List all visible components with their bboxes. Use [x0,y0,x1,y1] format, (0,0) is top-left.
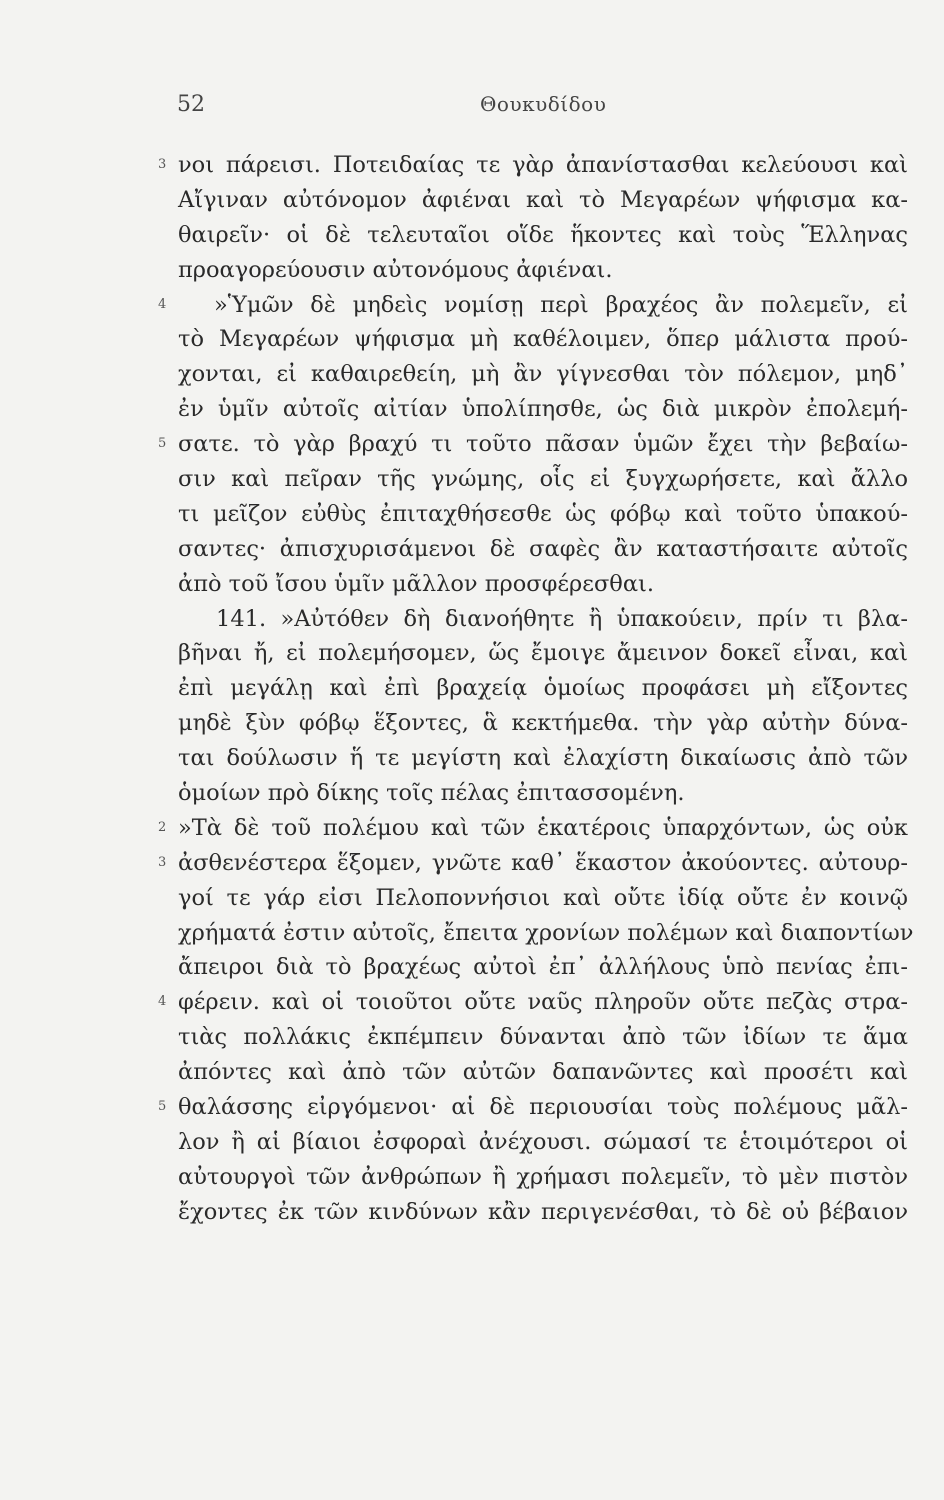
text-line [178,218,908,253]
line-text: αὐτουργοὶ τῶν ἀνθρώπων ἢ χρήμασι πολεμεῖν, τὸ μὲν πιστὸν [178,1163,908,1190]
text-line [178,322,908,357]
text-line [178,881,908,916]
line-text: χρήματά ἐστιν αὐτοῖς, ἔπειτα χρονίων πολέμων καὶ διαποντίων [178,919,914,946]
line-text: σιν καὶ πεῖραν τῆς γνώμης, οἷς εἰ ξυγχωρήσετε, καὶ ἄλλο [178,466,908,493]
text-line [178,357,908,392]
text-line [178,1160,908,1195]
text-line [158,811,908,846]
line-text: ἀπὸ τοῦ ἴσου ὑμῖν μᾶλλον προσφέρεσθαι. [178,570,655,597]
line-text: ἐπὶ μεγάλῃ καὶ ἐπὶ βραχείᾳ ὁμοίως προφάσει μὴ εἴξοντες [178,675,908,702]
text-line [178,706,908,741]
line-text: νοι πάρεισι. Ποτειδαίας τε γὰρ ἀπανίστασθαι κελεύουσι καὶ [178,152,908,178]
text-line [158,1090,908,1125]
text-line [158,148,908,183]
text-line [178,950,908,985]
main-text [158,148,914,1230]
text-line [158,288,908,323]
line-text: »Ὑμῶν δὲ μηδεὶς νομίσῃ περὶ βραχέος ἂν πολεμεῖν, εἰ [214,291,908,318]
line-text: ἄπειροι διὰ τὸ βραχέως αὐτοὶ ἐπ᾽ ἀλλήλους ὑπὸ πενίας ἐπι- [178,954,908,981]
line-text: γοί τε γάρ εἰσι Πελοποννήσιοι καὶ οὔτε ἰδίᾳ οὔτε ἐν κοινῷ [178,884,908,911]
line-text: ἐν ὑμῖν αὐτοῖς αἰτίαν ὑπολίπησθε, ὡς διὰ μικρὸν ἐπολεμή- [178,396,908,423]
line-text: μηδὲ ξὺν φόβῳ ἕξοντες, ἃ κεκτήμεθα. τὴν γὰρ αὐτὴν δύνα- [178,710,908,737]
page-header [0,92,944,132]
line-text: τὸ Μεγαρέων ψήφισμα μὴ καθέλοιμεν, ὅπερ μάλιστα πρού- [178,326,908,353]
line-text: βῆναι ἤ, εἰ πολεμήσομεν, ὥς ἔμοιγε ἄμεινον δοκεῖ εἶναι, καὶ [178,640,908,667]
line-text: σαντες· ἀπισχυρισάμενοι δὲ σαφὲς ἂν καταστήσαιτε αὐτοῖς [178,535,908,562]
text-line [178,1125,908,1160]
section-number: 3 [158,157,167,172]
text-line [178,1055,908,1090]
section-number: 3 [158,854,167,870]
line-text: θαιρεῖν· οἱ δὲ τελευταῖοι οἵδε ἥκοντες καὶ τοὺς Ἕλληνας [178,221,908,248]
text-line [158,427,908,462]
text-line [178,741,908,776]
text-line [178,776,908,811]
line-text: σατε. τὸ γὰρ βραχύ τι τοῦτο πᾶσαν ὑμῶν ἔχει τὴν βεβαίω- [178,431,908,458]
line-text: ἀπόντες καὶ ἀπὸ τῶν αὐτῶν δαπανῶντες καὶ προσέτι καὶ [178,1059,908,1086]
line-text: »Τὰ δὲ τοῦ πολέμου καὶ τῶν ἑκατέροις ὑπαρχόντων, ὡς οὐκ [178,814,908,841]
line-text: ἀσθενέστερα ἕξομεν, γνῶτε καθ᾽ ἕκαστον ἀκούοντες. αὐτουρ- [178,849,908,876]
section-number: 5 [158,1099,167,1115]
line-text: ὁμοίων πρὸ δίκης τοῖς πέλας ἐπιτασσομένη. [178,780,685,807]
text-line [178,392,908,427]
section-number: 2 [158,819,167,835]
line-text: λον ἢ αἱ βίαιοι ἐσφοραὶ ἀνέχουσι. σώμασί τε ἑτοιμότεροι οἱ [178,1128,908,1155]
section-number: 4 [158,296,167,312]
text-line [178,497,908,532]
text-line [178,636,908,671]
section-number: 5 [158,436,167,452]
text-line [178,462,908,497]
line-text: ἔχοντες ἐκ τῶν κινδύνων κἂν περιγενέσθαι, τὸ δὲ οὐ βέβαιον [178,1198,908,1225]
text-line [178,253,908,288]
text-line [178,602,908,637]
line-text: τι μεῖζον εὐθὺς ἐπιταχθήσεσθε ὡς φόβῳ καὶ τοῦτο ὑπακού- [178,500,908,527]
text-line [178,671,908,706]
text-line [158,846,908,881]
line-text: φέρειν. καὶ οἱ τοιοῦτοι οὔτε ναῦς πληροῦν οὔτε πεζὰς στρα- [178,989,908,1016]
section-number: 4 [158,994,167,1010]
text-line [178,916,914,951]
line-text: Αἴγιναν αὐτόνομον ἀφιέναι καὶ τὸ Μεγαρέων ψήφισμα κα- [178,186,908,213]
running-title: Θουκυδίδου [480,92,607,116]
text-line [178,532,908,567]
text-line [178,1195,908,1230]
page-number: 52 [177,92,205,117]
line-text: 141. »Αὐτόθεν δὴ διανοήθητε ἢ ὑπακούειν, πρίν τι βλα- [216,605,908,632]
text-line [178,1020,908,1055]
text-line [158,985,908,1020]
line-text: θαλάσσης εἰργόμενοι· αἱ δὲ περιουσίαι τοὺς πολέμους μᾶλ- [178,1094,908,1121]
text-line [178,183,908,218]
line-text: χονται, εἰ καθαιρεθείη, μὴ ἂν γίγνεσθαι τὸν πόλεμον, μηδ᾽ [178,361,908,388]
line-text: τιὰς πολλάκις ἐκπέμπειν δύνανται ἀπὸ τῶν ἰδίων τε ἅμα [178,1024,908,1051]
line-text: προαγορεύουσιν αὐτονόμους ἀφιέναι. [178,256,613,283]
line-text: ται δούλωσιν ἥ τε μεγίστη καὶ ἐλαχίστη δικαίωσις ἀπὸ τῶν [178,745,908,772]
text-line [178,567,908,602]
